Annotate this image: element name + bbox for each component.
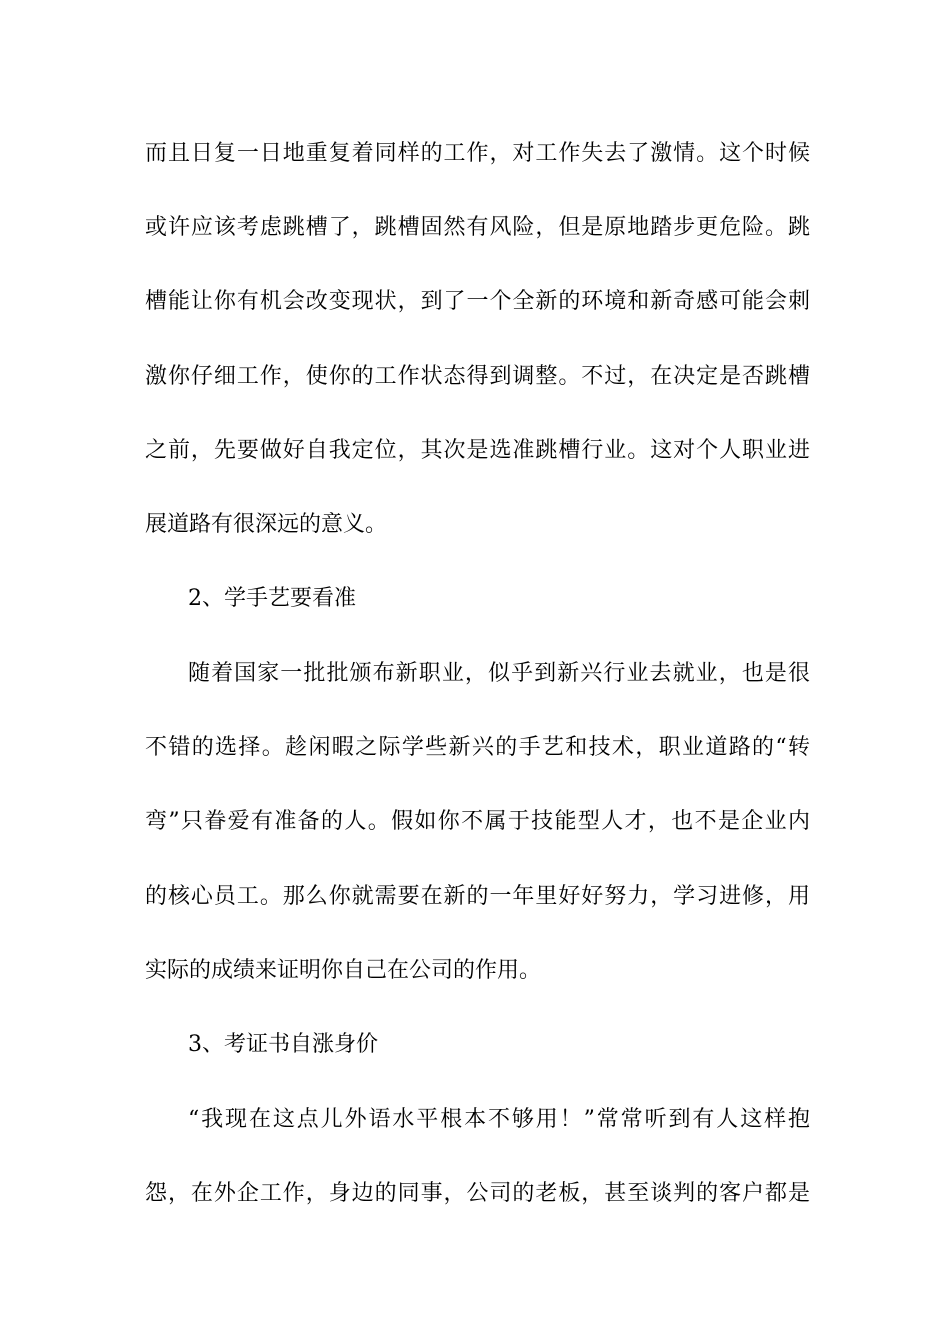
- section-heading: 2、学手艺要看准: [188, 586, 356, 611]
- text-line: 而且日复一日地重复着同样的工作，对工作失去了激情。这个时候: [145, 141, 810, 166]
- text-line: “我现在这点儿外语水平根本不够用！”常常听到有人这样抱: [188, 1107, 810, 1132]
- text-line: 的核心员工。那么你就需要在新的一年里好好努力，学习进修，用: [145, 884, 810, 909]
- text-line: 弯”只眷爱有准备的人。假如你不属于技能型人才，也不是企业内: [145, 809, 810, 834]
- section-heading: 3、考证书自涨身价: [188, 1032, 378, 1057]
- text-line: 怨，在外企工作，身边的同事，公司的老板，甚至谈判的客户都是: [145, 1181, 810, 1206]
- text-line: 随着国家一批批颁布新职业，似乎到新兴行业去就业，也是很: [188, 661, 810, 686]
- text-line: 展道路有很深远的意义。: [145, 512, 388, 537]
- text-line: 或许应该考虑跳槽了，跳槽固然有风险，但是原地踏步更危险。跳: [145, 215, 810, 240]
- text-line: 不错的选择。趁闲暇之际学些新兴的手艺和技术，职业道路的“转: [145, 735, 810, 760]
- text-line: 激你仔细工作，使你的工作状态得到调整。不过，在决定是否跳槽: [145, 364, 810, 389]
- text-line: 槽能让你有机会改变现状，到了一个全新的环境和新奇感可能会刺: [145, 289, 810, 314]
- text-line: 实际的成绩来证明你自己在公司的作用。: [145, 958, 542, 983]
- text-line: 之前，先要做好自我定位，其次是选准跳槽行业。这对个人职业进: [145, 438, 810, 463]
